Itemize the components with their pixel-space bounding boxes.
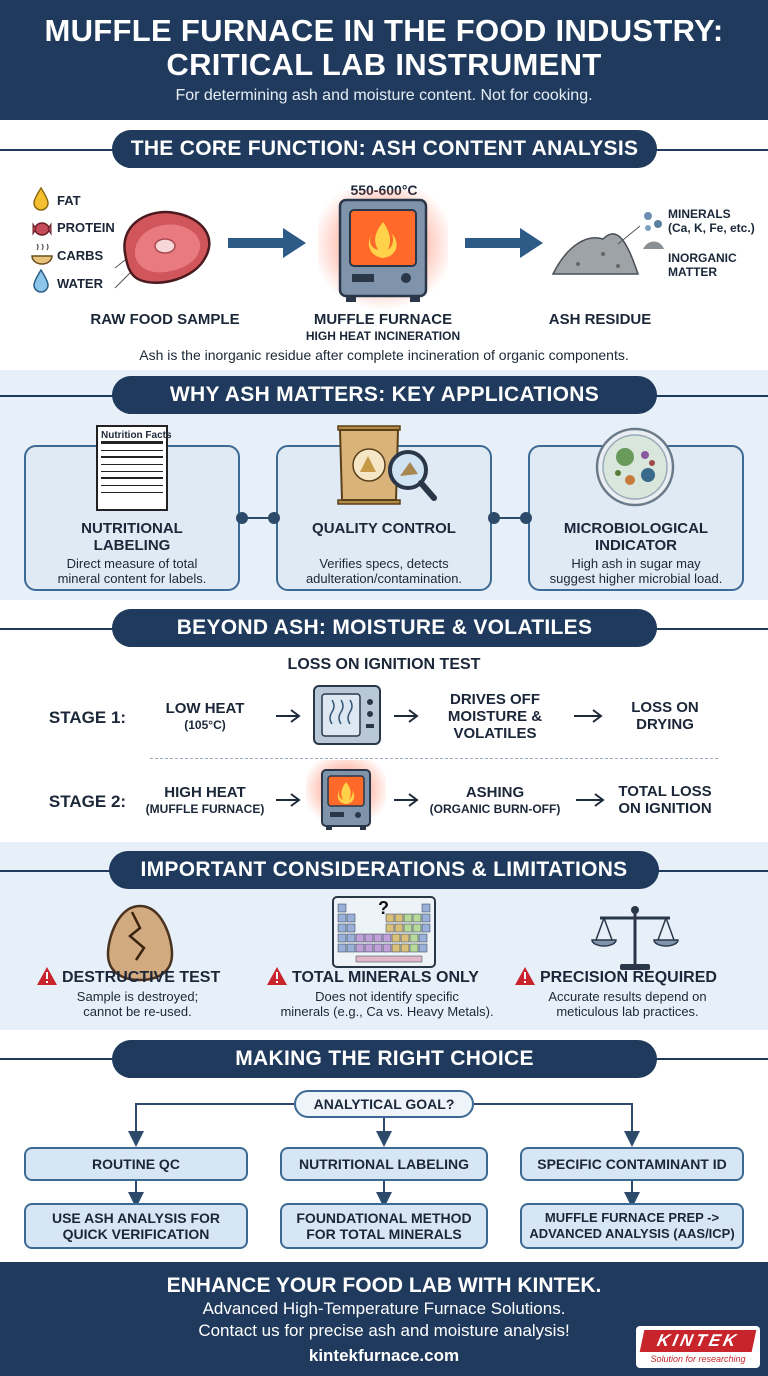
considerations-section [0, 842, 768, 1030]
consideration-2-title: TOTAL MINERALS ONLY [292, 969, 479, 986]
nutrition-facts-icon [96, 425, 172, 511]
protein-candy-icon [33, 223, 51, 235]
periodic-table-icon [332, 896, 436, 968]
ash-residue-icon [548, 204, 763, 284]
footer-title: ENHANCE YOUR FOOD LAB WITH KINTEK. [166, 1274, 602, 1297]
component-carbs: CARBS [57, 248, 104, 263]
package-magnifier-icon [330, 420, 440, 520]
petri-dish-icon [590, 425, 680, 511]
furnace-sub: HIGH HEAT INCINERATION [305, 329, 461, 343]
choice-section [0, 1030, 768, 1262]
component-protein: PROTEIN [57, 220, 115, 235]
stage-1-heat-sub: (105°C) [184, 718, 226, 732]
minerals-label: MINERALS [668, 207, 731, 221]
core-function-section [0, 120, 768, 370]
arrow-right-icon [274, 790, 304, 810]
beyond-section [0, 600, 768, 842]
why-heading: WHY ASH MATTERS: KEY APPLICATIONS [112, 376, 657, 414]
result-specific-contaminant: MUFFLE FURNACE PREP -> ADVANCED ANALYSIS (AAS/ICP) [520, 1203, 744, 1249]
card-3-desc: High ash in sugar may suggest higher microbial load. [549, 556, 723, 586]
stage-2-heat: HIGH HEAT [164, 784, 246, 801]
beyond-heading: BEYOND ASH: MOISTURE & VOLATILES [112, 609, 657, 647]
stage-2-label: STAGE 2: [48, 792, 127, 811]
consideration-3-title: PRECISION REQUIRED [540, 969, 717, 986]
page-header [0, 0, 768, 120]
stage-divider [150, 758, 718, 759]
title-line-2: CRITICAL LAB INSTRUMENT [166, 47, 602, 82]
consideration-1-desc: Sample is destroyed; cannot be re-used. [76, 989, 199, 1019]
drying-oven-icon [312, 684, 382, 748]
stage-2-outcome: TOTAL LOSS ON IGNITION [618, 783, 712, 817]
minerals-sub: (Ca, K, Fe, etc.) [668, 221, 755, 235]
ash-label: ASH RESIDUE [548, 311, 652, 328]
component-icons [30, 184, 60, 364]
footer-line-2: Contact us for precise ash and moisture analysis! [198, 1321, 570, 1340]
result-routine-qc: USE ASH ANALYSIS FOR QUICK VERIFICATION [24, 1203, 248, 1249]
raw-food-label: RAW FOOD SAMPLE [90, 311, 240, 328]
card-3-title: MICROBIOLOGICAL INDICATOR [563, 520, 709, 554]
water-drop-icon [34, 270, 48, 292]
stage-2-heat-sub: (MUFFLE FURNACE) [145, 802, 265, 816]
arrow-right-icon [392, 706, 422, 726]
stage-1-label: STAGE 1: [48, 708, 127, 727]
card-1-desc: Direct measure of total mineral content for labels. [57, 556, 207, 586]
footer-url[interactable]: kintekfurnace.com [308, 1346, 460, 1365]
arrow-right-icon [465, 228, 545, 258]
option-routine-qc: ROUTINE QC [24, 1147, 248, 1181]
why-section [0, 370, 768, 600]
considerations-heading: IMPORTANT CONSIDERATIONS & LIMITATIONS [109, 851, 659, 889]
kintek-logo [636, 1326, 760, 1368]
card-1-title: NUTRITIONAL LABELING [81, 520, 183, 554]
core-caption: Ash is the inorganic residue after complete incineration of organic components. [139, 347, 629, 363]
choice-heading: MAKING THE RIGHT CHOICE [112, 1040, 657, 1078]
consideration-2-desc: Does not identify specific minerals (e.g., Ca vs. Heavy Metals). [280, 989, 494, 1019]
option-nutritional-labeling: NUTRITIONAL LABELING [280, 1147, 488, 1181]
footer-line-1: Advanced High-Temperature Furnace Solutions. [202, 1299, 566, 1318]
warning-icon [266, 966, 288, 986]
balance-scale-icon [590, 902, 680, 974]
inorganic-label-1: INORGANIC [668, 251, 737, 265]
card-2-title: QUALITY CONTROL [312, 520, 456, 537]
arrow-right-icon [274, 706, 304, 726]
logo-tagline: Solution for researching [650, 1354, 746, 1364]
warning-icon [514, 966, 536, 986]
muffle-furnace-icon [318, 190, 448, 315]
card-2-desc: Verifies specs, detects adulteration/contamination. [305, 556, 463, 586]
arrow-right-icon [228, 228, 308, 258]
arrow-right-icon [574, 790, 608, 810]
svg-text:?: ? [378, 898, 389, 918]
loi-test-title: LOSS ON IGNITION TEST [287, 656, 481, 673]
title-line-1: MUFFLE FURNACE IN THE FOOD INDUSTRY: [44, 13, 724, 48]
option-specific-contaminant: SPECIFIC CONTAMINANT ID [520, 1147, 744, 1181]
stage-2-result-sub: (ORGANIC BURN-OFF) [429, 802, 561, 816]
stage-1-result: DRIVES OFF MOISTURE & VOLATILES [447, 691, 543, 742]
raw-steak-icon [105, 198, 220, 293]
muffle-furnace-icon [306, 760, 386, 838]
page-subtitle: For determining ash and moisture content. Not for cooking. [175, 87, 593, 104]
page-title [0, 0, 768, 82]
component-fat: FAT [57, 193, 81, 208]
fat-drop-icon [34, 188, 48, 210]
inorganic-label-2: MATTER [668, 265, 718, 279]
warning-icon [36, 966, 58, 986]
nutrition-facts-title: Nutrition Facts [101, 430, 163, 444]
carbs-bowl-icon [32, 244, 52, 264]
stage-1-outcome: LOSS ON DRYING [631, 699, 699, 733]
stage-1-heat: LOW HEAT [165, 700, 245, 717]
analytical-goal-node: ANALYTICAL GOAL? [294, 1090, 474, 1118]
stage-2-result: ASHING [465, 784, 525, 801]
consideration-1-title: DESTRUCTIVE TEST [62, 969, 221, 986]
furnace-label: MUFFLE FURNACE [313, 311, 453, 328]
result-nutritional-labeling: FOUNDATIONAL METHOD FOR TOTAL MINERALS [280, 1203, 488, 1249]
logo-wordmark: KINTEK [640, 1330, 757, 1352]
core-heading: THE CORE FUNCTION: ASH CONTENT ANALYSIS [112, 130, 657, 168]
component-water: WATER [57, 276, 103, 291]
arrow-right-icon [572, 706, 606, 726]
consideration-3-desc: Accurate results depend on meticulous lab practices. [548, 989, 707, 1019]
